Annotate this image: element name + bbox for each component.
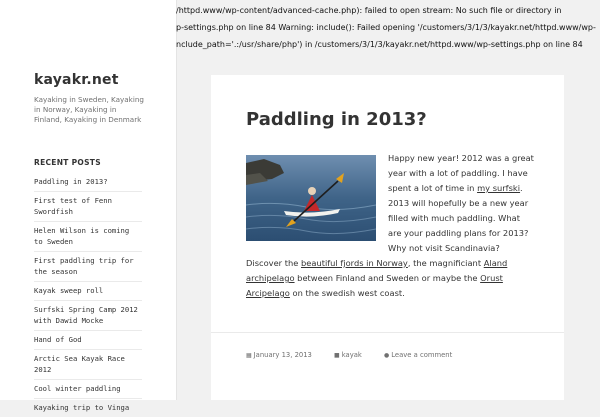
recent-post-link[interactable]: Kayaking trip to Vinga bbox=[34, 398, 142, 417]
post-title[interactable]: Paddling in 2013? bbox=[246, 109, 427, 130]
post-category[interactable]: ■ kayak bbox=[334, 351, 362, 359]
calendar-icon: ▦ bbox=[246, 352, 252, 359]
recent-post-link[interactable]: Surfski Spring Camp 2012 with Dawid Mocke bbox=[34, 300, 142, 330]
site-title[interactable]: kayakr.net bbox=[34, 72, 119, 88]
recent-post-link[interactable]: Helen Wilson is coming to Sweden bbox=[34, 221, 142, 251]
post-date[interactable]: ▦ January 13, 2013 bbox=[246, 351, 312, 359]
recent-post-link[interactable]: Paddling in 2013? bbox=[34, 177, 108, 186]
post-card bbox=[211, 75, 564, 400]
recent-post-link[interactable]: First paddling trip for the season bbox=[34, 251, 142, 281]
post-text: on the swedish west coast. bbox=[289, 288, 405, 298]
site-description: Kayaking in Sweden, Kayaking in Norway, Kayaking in Finland, Kayaking in Denmark bbox=[34, 95, 144, 124]
link-fjords-norway[interactable]: beautiful fjords in Norway bbox=[300, 258, 408, 268]
post-text: . 2013 will hopefully be a new year filled with much paddling. What are your paddling plans for 2013? Why not visit Scandinavia? Discover the bbox=[246, 183, 529, 268]
recent-post-link[interactable]: Kayak sweep roll bbox=[34, 281, 142, 300]
warning-line: p-settings.php on line 84 Warning: include(): Failed opening '/customers/3/1/3/kayakr.net/httpd.www/wp- bbox=[176, 23, 596, 32]
comment-icon: ● bbox=[384, 352, 390, 359]
post-content bbox=[246, 151, 536, 301]
leave-comment-link[interactable]: ● Leave a comment bbox=[384, 351, 453, 359]
recent-posts-heading: RECENT POSTS bbox=[34, 158, 101, 167]
recent-posts-list bbox=[34, 172, 142, 417]
link-aland-archipelago[interactable]: Aland archipelago bbox=[246, 258, 508, 283]
link-orust-archipelago[interactable]: Orust Arcipelago bbox=[246, 273, 503, 298]
php-warning bbox=[176, 0, 600, 53]
folder-icon: ■ bbox=[334, 352, 340, 359]
recent-post-link[interactable]: Cool winter paddling bbox=[34, 379, 142, 398]
post-meta bbox=[246, 351, 472, 359]
sidebar bbox=[0, 0, 176, 412]
recent-post-link[interactable]: Arctic Sea Kayak Race 2012 bbox=[34, 349, 142, 379]
post-text: between Finland and Sweden or maybe the bbox=[294, 273, 481, 283]
recent-post-link[interactable]: First test of Fenn Swordfish bbox=[34, 191, 142, 221]
warning-line: nclude_path='.:/usr/share/php') in /customers/3/1/3/kayakr.net/httpd.www/wp-settings.php on line 84 bbox=[176, 40, 583, 49]
divider bbox=[211, 332, 564, 333]
recent-post-link[interactable]: Hand of God bbox=[34, 330, 142, 349]
post-text: , the magnificiant bbox=[407, 258, 484, 268]
post-text: Happy new year! 2012 was a great year with a lot of paddling. I have spent a lot of time in bbox=[388, 153, 534, 193]
warning-line: /httpd.www/wp-content/advanced-cache.php): failed to open stream: No such file or directory in bbox=[176, 6, 562, 15]
link-my-surfski[interactable]: my surfski bbox=[477, 183, 521, 193]
